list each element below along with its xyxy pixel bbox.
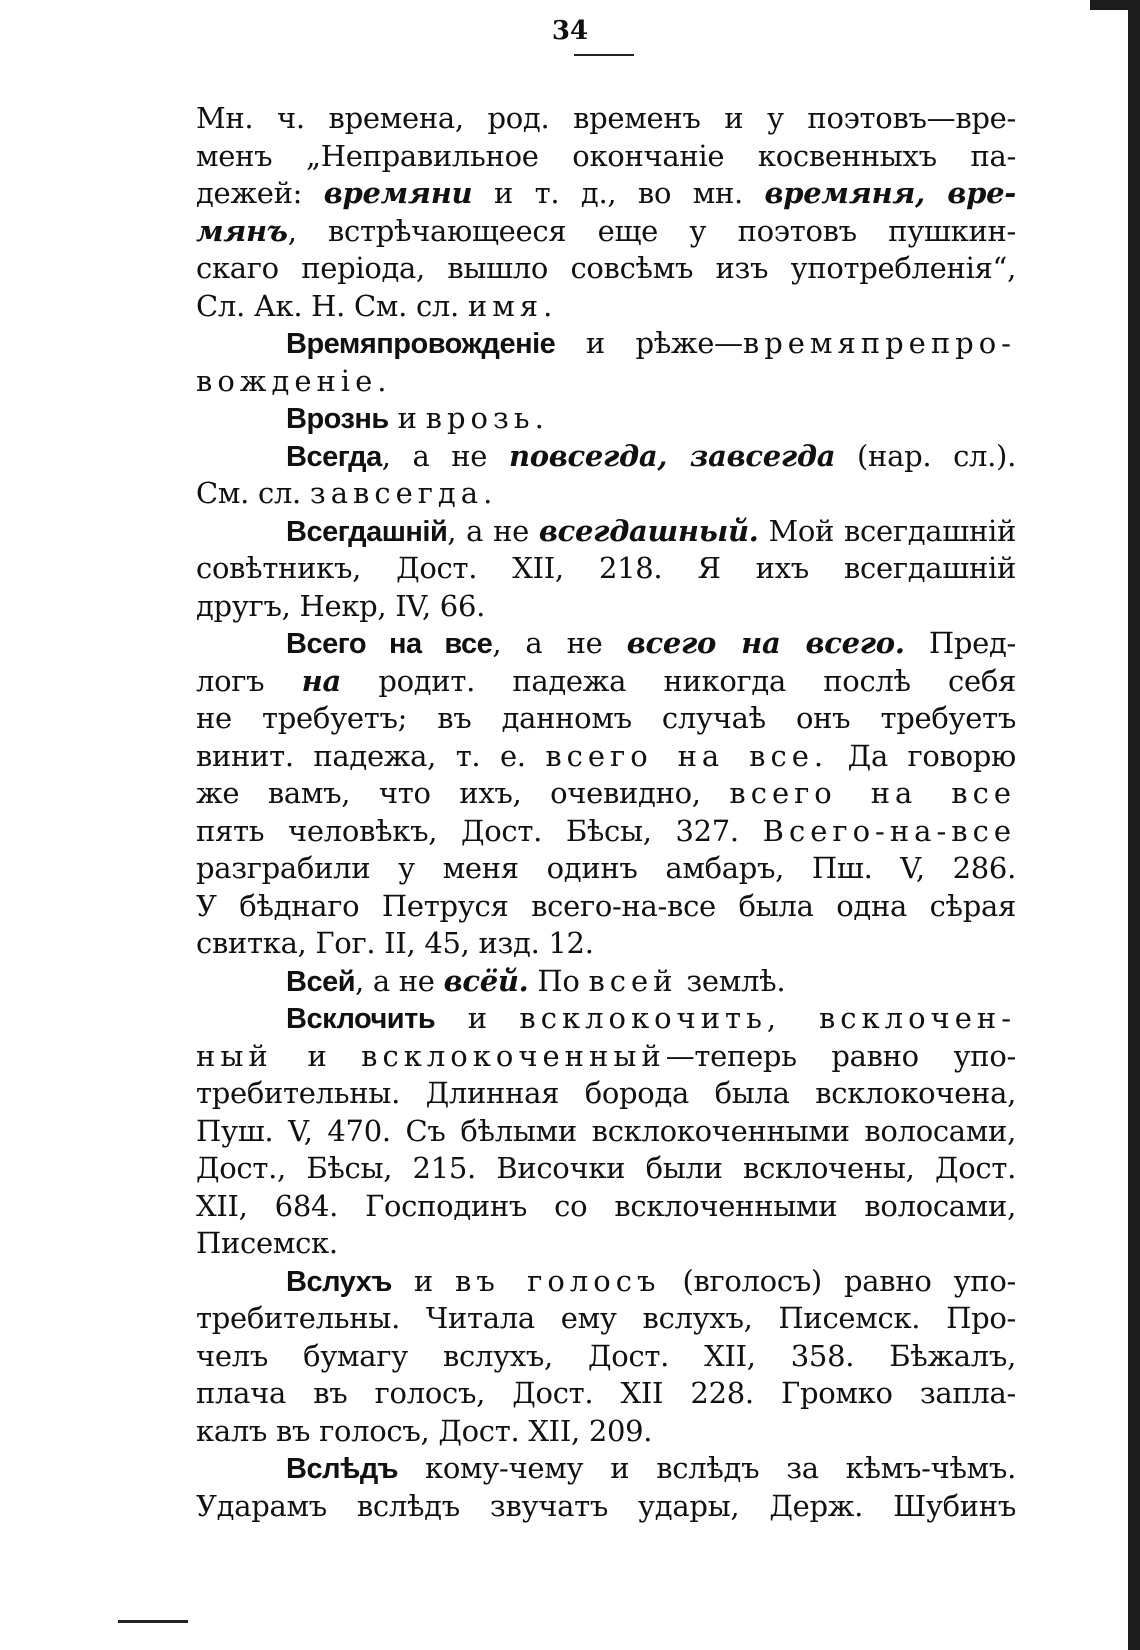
page-edge-right <box>1128 0 1140 1650</box>
text-line: пять человѣкъ, Дост. Бѣсы, 327. Всего-на-все <box>196 813 1016 848</box>
text-line: вожденіе. <box>196 363 392 398</box>
entry-vslukh: Вслухъ и въ голосъ (вголосъ) равно упо- <box>286 1263 1016 1298</box>
text-line: менъ „Неправильное окончаніе косвенныхъ па- <box>196 138 1016 173</box>
entry-headword: Всклочить <box>286 1003 436 1035</box>
entry-headword: Врознь <box>286 403 389 435</box>
text-line: Сл. Ак. Н. См. сл. имя. <box>196 288 558 323</box>
text-line: Писемск. <box>196 1226 338 1260</box>
text-line: мянъ, встрѣчающееся еще у поэтовъ пушкин- <box>196 213 1016 248</box>
text-line: плача въ голосъ, Дост. XII 228. Громко запла- <box>196 1376 1016 1410</box>
entry-headword: Всей <box>286 965 356 998</box>
entry-vsego-na-vse: Всего на все, а не всего на всего. Пред- <box>286 626 1016 660</box>
entry-vsklochit: Всклочить и всклокочить, всклочен- <box>286 1001 1017 1035</box>
text-line: не требуетъ; въ данномъ случаѣ онъ требуетъ <box>196 701 1016 735</box>
text-line: XII, 684. Господинъ со всклоченными волосами, <box>196 1188 1016 1223</box>
entry-headword: Вслѣдъ <box>286 1453 399 1485</box>
entry-headword: Всегдашній <box>286 515 448 548</box>
entry-headword: Всегда <box>286 440 382 473</box>
dictionary-text <box>196 100 1016 1525</box>
text-line: свитка, Гог. II, 45, изд. 12. <box>196 926 594 960</box>
entry-vrozn: Врознь и врозь. <box>286 401 549 435</box>
entry-headword: Всего на все <box>286 628 493 660</box>
entry-vremyaprovozhdenie: Времяпровожденіе и рѣже—времяпрепро- <box>286 326 1016 360</box>
entry-vsey: Всей, а не всёй. По всей землѣ. <box>286 963 786 998</box>
text-line: логъ на родит. падежа никогда послѣ себя <box>196 663 1016 698</box>
entry-vsled: Вслѣдъ кому-чему и вслѣдъ за кѣмъ-чѣмъ. <box>286 1451 1016 1485</box>
entry-headword: Вслухъ <box>286 1265 392 1298</box>
text-line: челъ бумагу вслухъ, Дост. XII, 358. Бѣжалъ, <box>196 1338 1016 1373</box>
text-line: винит. падежа, т. е. всего на все. Да говорю <box>196 738 1016 773</box>
text-line: Ударамъ вслѣдъ звучатъ удары, Держ. Шубинъ <box>196 1488 1016 1523</box>
text-line: требительны. Длинная борода была всклокочена, <box>196 1076 1016 1110</box>
text-line: дежей: времяни и т. д., во мн. времяня, вре- <box>196 176 1016 210</box>
text-line: калъ въ голосъ, Дост. XII, 209. <box>196 1413 653 1448</box>
entry-vsegda: Всегда, а не повсегда, завсегда (нар. сл.). <box>286 438 1016 473</box>
text-line: разграбили у меня одинъ амбаръ, Пш. V, 286. <box>196 851 1016 885</box>
page-number: 34 <box>551 16 589 46</box>
text-line: требительны. Читала ему вслухъ, Писемск. Про- <box>196 1301 1016 1335</box>
entry-headword: Времяпровожденіе <box>286 328 556 360</box>
text-line: другъ, Некр, IV, 66. <box>196 588 486 623</box>
text-line: скаго періода, вышло совсѣмъ изъ употребленія“, <box>196 251 1016 285</box>
text-line: совѣтникъ, Дост. XII, 218. Я ихъ всегдашній <box>196 551 1016 585</box>
entry-vsegdashniy: Всегдашній, а не всегдашный. Мой всегдашній <box>286 513 1016 548</box>
text-line: Пуш. V, 470. Съ бѣлыми всклокоченными волосами, <box>196 1113 1016 1148</box>
text-line: Мн. ч. времена, род. временъ и у поэтовъ—вре- <box>196 101 1016 135</box>
page-number-rule <box>574 54 634 56</box>
text-line: См. сл. завсегда. <box>196 476 498 510</box>
text-line: ный и всклокоченный—теперь равно упо- <box>196 1038 1016 1073</box>
text-line: Дост., Бѣсы, 215. Височки были всклочены, Дост. <box>196 1151 1016 1185</box>
text-line: же вамъ, что ихъ, очевидно, всего на все <box>196 776 1017 810</box>
text-line: У бѣднаго Петруся всего-на-все была одна сѣрая <box>196 888 1016 923</box>
page-edge-mark <box>118 1620 188 1623</box>
